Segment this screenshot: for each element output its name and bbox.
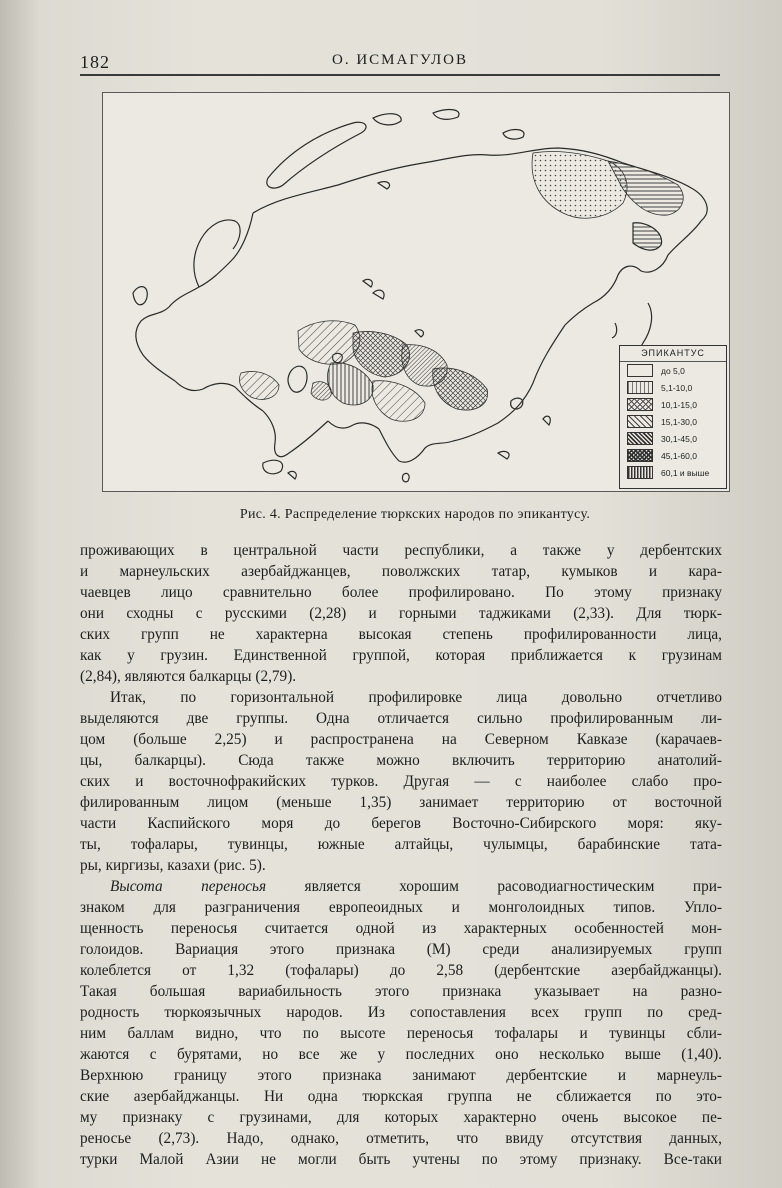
text-line: знаком для разграничения европеоидных и монголоидных типов. Упло- <box>80 899 722 916</box>
text-line: филированным лицом (меньше 1,35) занимает территорию от восточной <box>80 794 722 811</box>
legend-item <box>620 413 726 430</box>
text-line: как у грузин. Единственной группой, которая приближается к грузинам <box>80 647 722 664</box>
text-line-rest: является хорошим расоводиагностическим при- <box>266 878 722 895</box>
text-line: Такая большая вариабильность этого признака указывает на разно- <box>80 983 722 1000</box>
legend-swatch-empty <box>627 364 653 377</box>
text-line: чаевцев лицо сравнительно более профилировано. По этому признаку <box>80 584 722 601</box>
text-line: цом (больше 2,25) и распространена на Северном Кавказе (карачаев- <box>80 731 722 748</box>
legend-label: 45,1-60,0 <box>661 450 697 461</box>
text-line: части Каспийского моря до берегов Восточно-Сибирского моря: яку- <box>80 815 722 832</box>
body-text <box>80 540 722 1170</box>
text-line: Верхнюю границу этого признака занимают дербентские и марнеуль- <box>80 1067 722 1084</box>
legend-item <box>620 362 726 379</box>
text-line-lead <box>80 876 722 897</box>
legend-label: 60,1 и выше <box>661 467 710 478</box>
legend-swatch-dense-diagonal <box>627 432 653 445</box>
text-line: и марнеульских азербайджанцев, поволжских татар, кумыков и кара- <box>80 563 722 580</box>
legend-label: 10,1-15,0 <box>661 399 697 410</box>
text-line: они сходны с русскими (2,28) и горными таджиками (2,33). Для тюрк- <box>80 605 722 622</box>
text-line: (2,84), являются балкарцы (2,79). <box>80 668 297 685</box>
legend-swatch-crosshatch <box>627 398 653 411</box>
text-line: голоидов. Вариация этого признака (M) среди анализируемых групп <box>80 941 722 958</box>
shaded-regions <box>239 151 683 421</box>
legend-label: до 5,0 <box>661 365 685 376</box>
italic-term: Высота переносья <box>110 878 267 895</box>
page-number: 182 <box>80 52 110 72</box>
legend-swatch-dense-cross <box>627 449 653 462</box>
text-line: Итак, по горизонтальной профилировке лица довольно отчетливо <box>110 689 722 706</box>
text-line: выделяются две группы. Одна отличается сильно профилированным ли- <box>80 710 722 727</box>
text-line: турки Малой Азии не могли быть учтены по этому признаку. Все-таки <box>80 1151 722 1168</box>
legend-swatch-dots <box>627 381 653 394</box>
page-header <box>80 48 720 76</box>
text-line: жаются с бурятами, но все же у последних оно несколько выше (1,40). <box>80 1046 722 1063</box>
text-line: ты, тофалары, тувинцы, южные алтайцы, чулымцы, барабинские тата- <box>80 836 722 853</box>
text-line: реносье (2,73). Надо, однако, отметить, что ввиду отсутствия данных, <box>80 1130 722 1147</box>
legend-item <box>620 447 726 464</box>
running-head: О. ИСМАГУЛОВ <box>332 52 468 68</box>
legend-title: ЭПИКАНТУС <box>620 346 726 362</box>
legend-swatch-diagonal <box>627 415 653 428</box>
figure-caption: Рис. 4. Распределение тюркских народов по эпикантусу. <box>239 507 591 522</box>
map-legend <box>619 345 727 489</box>
text-line: ские азербайджанцы. Ни одна тюркская группа не сближается по это- <box>80 1088 722 1105</box>
legend-label: 5,1-10,0 <box>661 382 693 393</box>
text-line: ры, киргизы, казахи (рис. 5). <box>80 857 266 874</box>
legend-item <box>620 430 726 447</box>
text-line: щенность переносья считается одной из характерных особенностей мон- <box>80 920 722 937</box>
map-figure <box>102 92 730 492</box>
text-line: цы, балкарцы). Сюда также можно включить территорию анатолий- <box>80 752 722 769</box>
text-line: колеблется от 1,32 (тофалары) до 2,58 (дербентские азербайджанцы). <box>80 962 722 979</box>
text-line: ним баллам видно, что по высоте переносья тофалары и тувинцы сбли- <box>80 1025 722 1042</box>
legend-label: 15,1-30,0 <box>661 416 697 427</box>
text-line: му признаку с грузинами, для которых характерно очень высокое пе- <box>80 1109 722 1126</box>
text-line: ских и восточнофракийских турков. Другая — с наиболее слабо про- <box>80 773 722 790</box>
legend-swatch-vertical <box>627 466 653 479</box>
legend-item <box>620 379 726 396</box>
legend-label: 30,1-45,0 <box>661 433 697 444</box>
text-line: проживающих в центральной части республики, а также у дербентских <box>80 542 722 559</box>
legend-item <box>620 464 726 481</box>
legend-item <box>620 396 726 413</box>
text-line: родность тюркоязычных народов. Из сопоставления всех групп по сред- <box>80 1004 722 1021</box>
text-line: ских групп не характерна высокая степень профилированности лица, <box>80 626 722 643</box>
